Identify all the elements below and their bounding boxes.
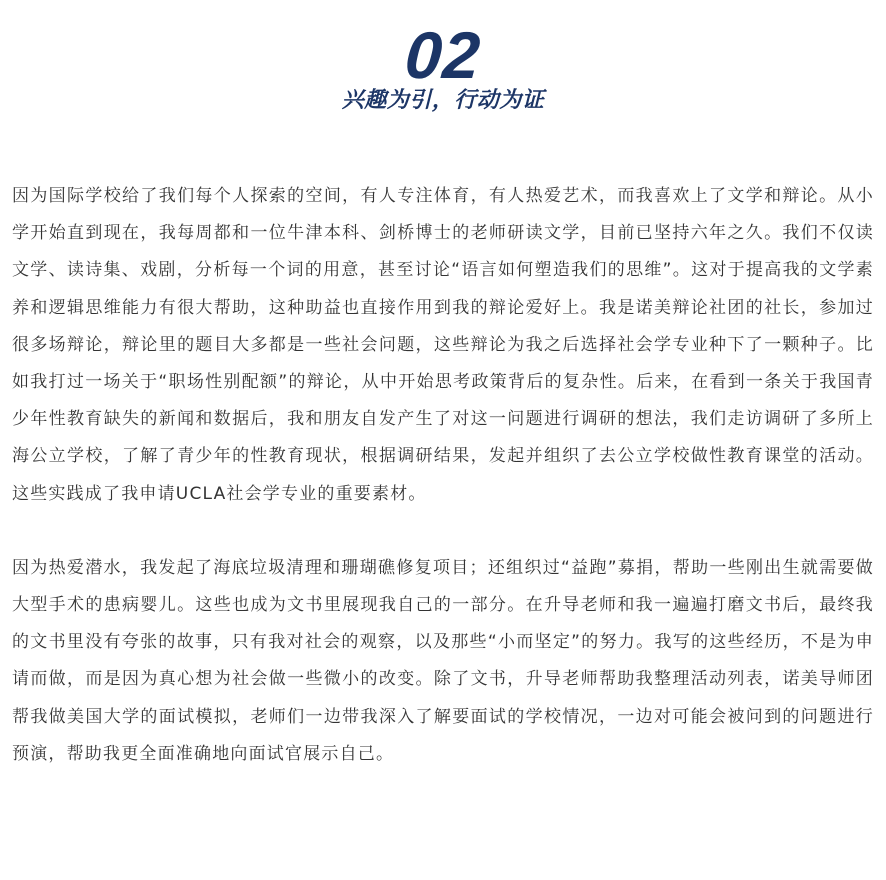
section-number: 02 xyxy=(402,18,484,92)
section-header xyxy=(0,18,886,116)
paragraph-2: 因为热爱潜水，我发起了海底垃圾清理和珊瑚礁修复项目；还组织过“益跑”募捐，帮助一些刚出生就需要做大型手术的患病婴儿。这些也成为文书里展现我自己的一部分。在升导老师和我一遍遍打磨文书后，最终我的文书里没有夸张的故事，只有我对社会的观察，以及那些“小而坚定”的努力。我写的这些经历，不是为申请而做，而是因为真心想为社会做一些微小的改变。除了文书，升导老师帮助我整理活动列表，诺美导师团帮我做美国大学的面试模拟，老师们一边带我深入了解要面试的学校情况，一边对可能会被问到的问题进行预演，帮助我更全面准确地向面试官展示自己。 xyxy=(12,557,874,764)
article-body xyxy=(12,178,874,773)
paragraph-1: 因为国际学校给了我们每个人探索的空间，有人专注体育，有人热爱艺术，而我喜欢上了文学和辩论。从小学开始直到现在，我每周都和一位牛津本科、剑桥博士的老师研读文学，目前已坚持六年之久。我们不仅读文学、读诗集、戏剧，分析每一个词的用意，甚至讨论“语言如何塑造我们的思维”。这对于提高我的文学素养和逻辑思维能力有很大帮助，这种助益也直接作用到我的辩论爱好上。我是诺美辩论社团的社长，参加过很多场辩论，辩论里的题目大多都是一些社会问题，这些辩论为我之后选择社会学专业种下了一颗种子。比如我打过一场关于“职场性别配额”的辩论，从中开始思考政策背后的复杂性。后来，在看到一条关于我国青少年性教育缺失的新闻和数据后，我和朋友自发产生了对这一问题进行调研的想法，我们走访调研了多所上海公立学校，了解了青少年的性教育现状，根据调研结果，发起并组织了去公立学校做性教育课堂的活动。这些实践成了我申请UCLA社会学专业的重要素材。 xyxy=(12,186,874,504)
section-title: 兴趣为引，行动为证 xyxy=(341,88,545,113)
